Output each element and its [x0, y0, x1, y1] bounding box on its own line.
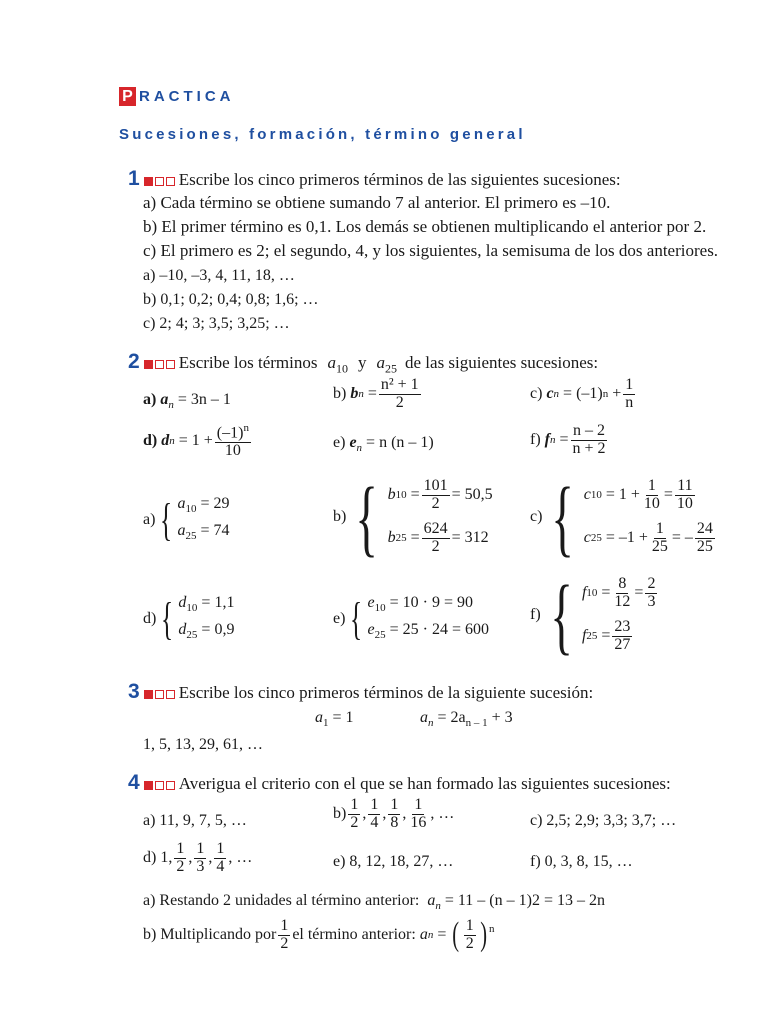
item-label: f): [530, 431, 541, 449]
item-label: c): [530, 508, 543, 525]
answer-text: el término anterior:: [292, 926, 416, 944]
frac-den: 10: [643, 494, 660, 512]
item-label: e): [333, 434, 346, 451]
formula-text: = n (n – 1): [366, 434, 434, 451]
answer-text: a) Restando 2 unidades al término anterior:: [143, 892, 420, 909]
answer-result: = 50,5: [451, 486, 493, 503]
frac-den: 2: [176, 857, 185, 875]
formula-text: = –1 +: [605, 529, 648, 546]
ex2-q-f: f) f n = $\frac{n - 2}{n + 2}$: [530, 422, 606, 457]
ex4-item-c: c) 2,5; 2,9; 3,3; 3,7; …: [530, 812, 677, 829]
frac-num: 1: [625, 376, 634, 393]
exercise-1-answers: [143, 265, 319, 337]
item-label: b): [333, 385, 347, 403]
ex2-q-a: a) $a_n = 3n - 1$: [143, 391, 231, 412]
answer-line: = 10 · 9 = 90: [389, 594, 474, 611]
frac-num: 1: [390, 796, 399, 813]
formula-text: = 1: [332, 709, 354, 726]
ex4-answer-a: a) Restando 2 unidades al término anterior: $a_n = 11 - (n - 1)2 = 13 - 2n$: [143, 892, 605, 913]
item-label: b): [333, 508, 347, 525]
frac-num: 1: [647, 476, 656, 494]
frac-den: 10: [224, 442, 241, 460]
frac-den: 2: [431, 537, 440, 555]
frac-num: 1: [176, 840, 185, 857]
frac-den: 4: [370, 813, 379, 831]
ex4-item-b: b) $\frac{1}{2}$ , $\frac{1}{4}$ , $\frac{1}{8}$ , $\frac{1}{16}$ , …: [333, 796, 455, 831]
equals-sign: =: [437, 926, 447, 944]
ex2-answer-a: a) { $a_{10} = 29$ $a_{25} = 74$: [143, 494, 230, 546]
frac-num: 1: [655, 519, 664, 537]
term-a25-sub: 25: [385, 361, 397, 376]
frac-num: 624: [423, 519, 448, 537]
ex2-q-e: e) $e_n = n$ (n – 1): [333, 434, 434, 455]
ex2-answer-c: c) { c 10 = 1 + $\frac{1}{10}$ = $\frac{11}{10}$ c 25 = –1 + $\frac{1}{25}$ = – $\frac{24}{25}$: [530, 469, 713, 565]
ex4-item-a: a) 11, 9, 7, 5, …: [143, 812, 247, 829]
exponent: n: [243, 422, 249, 434]
list-item: a) Cada término se obtiene sumando 7 al anterior. El primero es –10.: [143, 193, 611, 212]
frac-den: 2: [350, 813, 359, 831]
frac-den: 8: [390, 813, 399, 831]
exercise-number: 4: [128, 771, 140, 794]
list-item: c) El primero es 2; el segundo, 4, y los siguientes, la semisuma de los dos anteriores.: [143, 241, 719, 260]
section-title: Sucesiones, formación, término general: [119, 126, 526, 143]
item-label: a): [143, 511, 156, 529]
ex4-item-f: f) 0, 3, 8, 15, …: [530, 853, 633, 870]
sequence-tail: , …: [430, 805, 455, 823]
formula-text: + 3: [491, 709, 513, 726]
list-item: b) El primer término es 0,1. Los demás se obtienen multiplicando el anterior por 2.: [143, 217, 707, 236]
ex2-answer-f: f) { f 10 = $\frac{8}{12}$ = $\frac{2}{3}$ f 25 = $\frac{23}{27}$: [530, 567, 656, 663]
frac-den: 2: [395, 393, 404, 411]
answer-item: a) –10, –3, 4, 11, 18, …: [143, 267, 295, 284]
practica-badge: P: [119, 87, 136, 106]
frac-den: 25: [651, 537, 668, 555]
answer-line: = 74: [200, 522, 230, 540]
frac-num: 24: [696, 519, 713, 537]
frac-den: 3: [647, 592, 656, 610]
frac-den: n: [625, 393, 634, 411]
ex4-item-d: d) 1, $\frac{1}{2}$ , $\frac{1}{3}$ , $\frac{1}{4}$ , …: [143, 840, 253, 875]
ex2-q-c: c) c n = (–1) n + $\frac{1}{n}$: [530, 376, 634, 411]
ex2-answer-b: b) { b 10 = $\frac{101}{2}$ = 50,5 b 25 = $\frac{624}{2}$ = 312: [333, 469, 493, 565]
frac-den: 16: [410, 813, 427, 831]
difficulty-indicator: [144, 177, 175, 186]
item-label: a): [143, 391, 157, 408]
frac-num: 11: [677, 476, 693, 494]
ex3-answer: 1, 5, 13, 29, 61, …: [143, 736, 263, 753]
plus-sign: +: [612, 385, 622, 403]
exercise-prompt-end: de las siguientes sucesiones:: [405, 353, 599, 372]
term-a25: a: [376, 353, 385, 372]
frac-num: 1: [414, 796, 423, 813]
formula-text: = 3n – 1: [177, 391, 231, 408]
exercise-prompt: Escribe los cinco primeros términos de las siguientes sucesiones:: [178, 170, 621, 189]
formula-text: = 1 +: [605, 486, 640, 503]
answer-result: = 312: [451, 529, 489, 546]
formula-text: = –: [671, 529, 693, 546]
prompt-conjunction: y: [358, 353, 367, 372]
item-label: b): [333, 805, 347, 823]
answer-item: b) 0,1; 0,2; 0,4; 0,8; 1,6; …: [143, 291, 319, 308]
formula-text: = (–1): [563, 385, 603, 403]
ex2-q-d: d) d n = 1 + $\frac{(-1)^n}{10}$: [143, 422, 249, 460]
frac-den: 3: [196, 857, 205, 875]
ex2-answer-d: d) { $d_{10} = 1,1$ $d_{25} = 0,9$: [143, 593, 235, 645]
ex4-item-e: e) 8, 12, 18, 27, …: [333, 853, 454, 870]
exercise-number: 1: [128, 167, 140, 190]
exercise-3-header: [128, 680, 593, 704]
formula-text: = 2a: [437, 709, 466, 726]
practica-title: RACTICA: [139, 88, 235, 105]
frac-num: (–1): [216, 424, 244, 442]
frac-num: 2: [647, 574, 656, 592]
formula-text: = 1 +: [178, 432, 213, 450]
frac-num: n² + 1: [380, 376, 419, 393]
frac-num: 1: [370, 796, 379, 813]
frac-den: n + 2: [572, 439, 606, 457]
ex2-answer-e: e) { $e_{10} = 10 \cdot 9 = 90$ $e_{25} = 25 \cdot 24 = 600$: [333, 593, 490, 645]
ex3-formula-1: $a_1 = 1$: [315, 709, 354, 730]
exercise-prompt: Escribe los cinco primeros términos de la siguiente sucesión:: [178, 683, 594, 702]
answer-line: = 29: [200, 495, 230, 512]
exercise-number: 3: [128, 680, 140, 703]
exercise-1-items: [143, 192, 718, 264]
practica-header: [119, 87, 235, 106]
exponent: n: [489, 923, 495, 935]
frac-num: n – 2: [573, 422, 606, 439]
difficulty-indicator: [144, 360, 175, 369]
frac-num: 23: [614, 617, 631, 635]
exponent: n: [602, 388, 609, 401]
answer-line: = 0,9: [201, 621, 235, 639]
item-label: f): [530, 606, 541, 623]
answer-item: c) 2; 4; 3; 3,5; 3,25; …: [143, 315, 290, 332]
frac-num: 1: [280, 917, 289, 934]
item-label: d): [143, 610, 157, 628]
item-label: c): [530, 385, 543, 403]
answer-formula: = 11 – (n – 1)2 = 13 – 2n: [444, 892, 605, 909]
item-label: d) 1,: [143, 849, 173, 867]
term-a10-sub: 10: [336, 361, 348, 376]
frac-den: 27: [614, 635, 631, 653]
frac-den: 4: [216, 857, 225, 875]
exercise-1-header: [128, 167, 621, 191]
item-label: d): [143, 432, 158, 450]
exercise-number: 2: [128, 350, 140, 373]
frac-den: 2: [280, 934, 289, 952]
difficulty-indicator: [144, 690, 175, 699]
answer-line: = 25 · 24 = 600: [389, 621, 490, 639]
ex2-q-b: b) b n = $\frac{\text{n² + 1}}{2}$: [333, 376, 419, 411]
frac-den: 25: [696, 537, 713, 555]
exercise-2-header: [128, 350, 598, 379]
ex3-formula-2: $a_n = 2a_{n - 1} + 3$: [420, 709, 513, 730]
frac-num: 1: [196, 840, 205, 857]
sequence-tail: , …: [228, 849, 253, 867]
exercise-4-header: [128, 771, 671, 795]
difficulty-indicator: [144, 781, 175, 790]
answer-line: = 1,1: [201, 594, 235, 611]
exercise-prompt: Escribe los términos: [178, 353, 318, 372]
frac-den: 12: [614, 592, 631, 610]
subscript: n – 1: [465, 717, 488, 730]
answer-text: b) Multiplicando por: [143, 926, 277, 944]
frac-num: 101: [423, 476, 448, 494]
exercise-prompt: Averigua el criterio con el que se han formado las siguientes sucesiones:: [178, 774, 671, 793]
item-label: e): [333, 610, 346, 628]
frac-den: 2: [431, 494, 440, 512]
frac-num: 1: [350, 796, 359, 813]
frac-den: 10: [676, 494, 693, 512]
ex4-answer-b: b) Multiplicando por $\frac{1}{2}$ el término anterior: a n = ( $\frac{1}{2}$ ) $^n$: [143, 916, 495, 954]
term-a10: a: [327, 353, 336, 372]
frac-num: 8: [618, 574, 627, 592]
frac-num: 1: [216, 840, 225, 857]
